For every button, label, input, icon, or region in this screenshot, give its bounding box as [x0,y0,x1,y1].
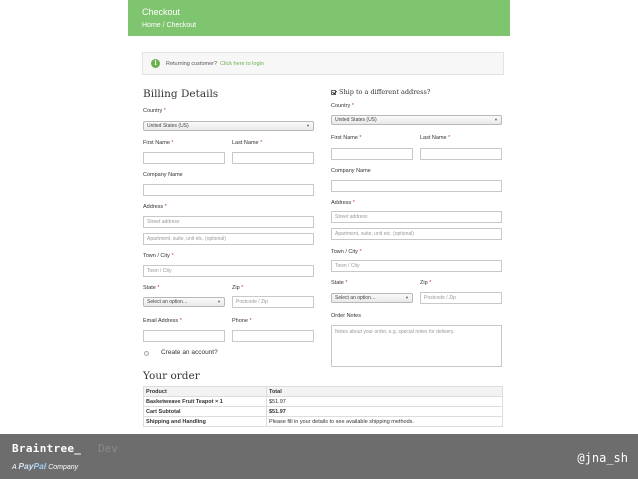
returning-customer-notice [142,52,504,75]
billing-state-label: State * [143,285,160,291]
ship-different-checkbox[interactable] [331,90,336,95]
billing-town-input[interactable]: Town / City [143,265,314,277]
billing-state-select[interactable]: Select an option… ▼ [143,297,225,307]
notice-text: Returning customer? [166,60,218,67]
breadcrumb-home[interactable]: Home [142,22,161,29]
billing-phone-label: Phone * [232,318,252,324]
billing-country-label: Country * [143,108,166,114]
shipping-zip-label: Zip * [420,280,432,286]
shipping-last-name-label: Last Name * [420,135,451,141]
billing-heading: Billing Details [143,88,219,100]
shipping-first-name-input[interactable] [331,148,413,160]
checkout-page [128,0,510,434]
billing-email-label: Email Address * [143,318,182,324]
ship-different-label[interactable]: Ship to a different address? [339,88,431,96]
billing-first-name-label: First Name * [143,140,174,146]
shipping-apartment-input[interactable]: Apartment, suite, unit etc. (optional) [331,228,502,240]
page-header [128,0,510,36]
chevron-down-icon: ▼ [405,295,409,300]
create-account-label[interactable]: Create an account? [161,349,218,356]
billing-company-label: Company Name [143,172,183,178]
shipping-state-select[interactable]: Select an option… ▼ [331,293,413,303]
billing-email-input[interactable] [143,330,225,342]
info-icon: i [151,59,160,68]
order-notes-textarea[interactable]: Notes about your order, e.g. special notes for delivery. [331,325,502,367]
billing-zip-label: Zip * [232,285,244,291]
braintree-logo: Braintree_ [12,442,82,455]
billing-zip-input[interactable]: Postcode / Zip [232,296,314,308]
chevron-down-icon: ▼ [494,117,498,122]
paypal-logo: PayPal [18,461,47,471]
product-column-header: Product [144,387,267,397]
breadcrumb-current: Checkout [166,22,197,29]
billing-last-name-input[interactable] [232,152,314,164]
table-row: Basketweave Fruit Teapot × 1 $51.97 [144,397,503,407]
slide-footer [0,434,638,479]
shipping-town-input[interactable]: Town / City [331,260,502,272]
page-title: Checkout [142,7,181,17]
shipping-zip-input[interactable]: Postcode / Zip [420,292,502,304]
ship-different-toggle[interactable] [331,88,430,96]
order-notes-label: Order Notes [331,313,361,319]
shipping-first-name-label: First Name * [331,135,362,141]
billing-last-name-label: Last Name * [232,140,263,146]
billing-town-label: Town / City * [143,253,174,259]
table-row: Shipping and Handling Please fill in your details to see available shipping methods. [144,417,503,427]
create-account-checkbox[interactable] [144,351,149,356]
table-row: Cart Subtotal $51.97 [144,407,503,417]
billing-phone-input[interactable] [232,330,314,342]
billing-address-label: Address * [143,204,167,210]
login-link[interactable]: Click here to login [220,60,264,67]
total-column-header: Total [267,387,503,397]
shipping-state-label: State * [331,280,348,286]
shipping-last-name-input[interactable] [420,148,502,160]
chevron-down-icon: ▼ [217,299,221,304]
brand-ghost-text: Dev [98,442,118,455]
chevron-down-icon: ▼ [306,123,310,128]
shipping-town-label: Town / City * [331,249,362,255]
billing-street-input[interactable]: Street address [143,216,314,228]
billing-country-select[interactable]: United States (US) ▼ [143,121,314,131]
shipping-street-input[interactable]: Street address [331,211,502,223]
your-order-heading: Your order [143,370,200,382]
billing-apartment-input[interactable]: Apartment, suite, unit etc. (optional) [143,233,314,245]
billing-first-name-input[interactable] [143,152,225,164]
breadcrumb: Home / Checkout [142,22,197,29]
shipping-company-label: Company Name [331,168,371,174]
order-table [143,386,503,427]
shipping-country-select[interactable]: United States (US) ▼ [331,115,502,125]
twitter-handle: @jna_sh [577,451,628,465]
billing-company-input[interactable] [143,184,314,196]
shipping-company-input[interactable] [331,180,502,192]
shipping-address-label: Address * [331,200,355,206]
shipping-country-label: Country * [331,103,354,109]
paypal-tagline: A PayPal Company [12,461,79,471]
